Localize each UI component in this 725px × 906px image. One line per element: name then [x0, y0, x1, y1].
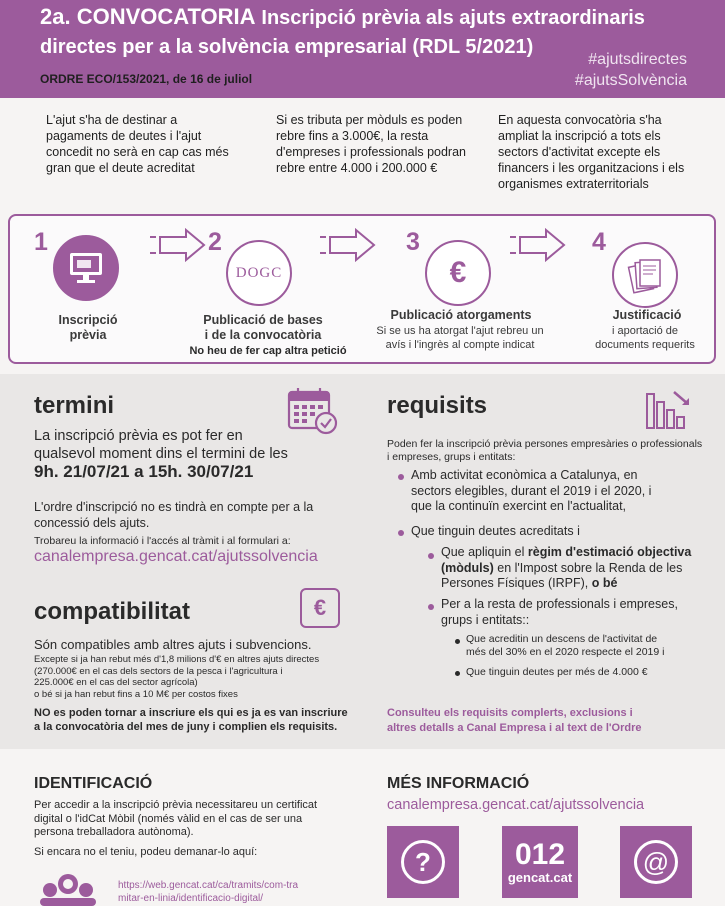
step-2-title-line2: i de la convocatòria [204, 328, 322, 342]
compatibilitat-exception-line1: Excepte si ja han rebut més d'1,8 milions d'€ en altres ajuts directes [34, 654, 320, 665]
step-4-subtitle-line1: i aportació de [611, 325, 679, 337]
requisits-intro [387, 438, 702, 463]
requisit-resta-line2: grups i entitats:: [441, 612, 530, 627]
requisit-moduls-line3 [441, 576, 691, 592]
identificacio-url[interactable] [118, 880, 298, 905]
requisits-title: requisits [387, 392, 488, 419]
identificacio-text [34, 799, 317, 840]
intro-column-2: Si es tributa per mòduls es poden rebre fins a 3.000€, la resta d'empreses i professionals podran rebre entre 4.000 i 200.000 € [276, 113, 466, 175]
hashtag-ajutssolvencia: #ajutsSolvència [574, 72, 687, 89]
step-1-title-line2: prèvia [69, 328, 107, 342]
identificacio-title: IDENTIFICACIÓ [34, 775, 153, 792]
termini-text-line2: qualsevol moment dins el termini de les [34, 446, 288, 462]
step-3-subtitle-line2: avís i l'ingrès al compte indicat [385, 339, 535, 351]
header-banner [0, 0, 725, 98]
phone-012-label: 012 [514, 837, 566, 871]
requisit-activitat-line3: que la continuïn exercint en l'actualitat, [411, 499, 627, 513]
requisit-moduls-line1 [441, 545, 691, 561]
termini-text-line1: La inscripció prèvia es pot fer en [34, 428, 243, 444]
termini-note [34, 499, 313, 531]
requisit-activitat-line1: Amb activitat econòmica a Catalunya, en [411, 468, 638, 482]
bullet-dot [398, 530, 404, 536]
identificacio-url-line2[interactable]: mitar-en-linia/identificacio-digital/ [118, 892, 264, 904]
intro-column-1: L'ajut s'ha de destinar a pagaments de deutes i l'ajut concedit no serà en cap cas més gran que el deute acreditat [46, 113, 229, 175]
help-box[interactable] [387, 826, 459, 898]
identificacio-text-line3: persona treballadora autònoma). [34, 826, 194, 838]
requisits-consult [387, 706, 642, 735]
step-3-subtitle-line1: Si se us ha atorgat l'ajut rebreu un [376, 325, 544, 337]
mes-info-link[interactable]: canalempresa.gencat.cat/ajutssolvencia [387, 797, 645, 813]
compatibilitat-exception-line3: 225.000€ en el cas del sector agrícola) [34, 677, 198, 688]
termini-link[interactable]: canalempresa.gencat.cat/ajutssolvencia [34, 548, 318, 565]
step-4-subtitle-line2: documents requerits [595, 339, 695, 351]
termini-info: Trobareu la informació i l'accés al tràmit i al formulari a: [34, 535, 291, 547]
requisit-deutes-4000: Que tinguin deutes per més de 4.000 € [466, 666, 648, 678]
arrow-2-icon [318, 228, 378, 262]
mes-info-title: MÉS INFORMACIÓ [387, 775, 530, 792]
requisit-moduls-text2: en l'Impost sobre la Renda de les [493, 560, 683, 575]
requisit-activitat [411, 468, 651, 515]
intro-column-3: En aquesta convocatòria s'ha ampliat la inscripció a tots els sectors d'activitat excepte els financers i les organitzacions i els organismes extraterritorials [498, 113, 685, 191]
euro-icon: € [449, 256, 467, 289]
step-3-circle [425, 240, 491, 306]
bullet-dot [428, 604, 434, 610]
step-1-number: 1 [34, 228, 48, 256]
requisit-resta-line1: Per a la resta de professionals i empreses, [441, 597, 678, 611]
euro-square-icon: € [300, 588, 340, 628]
step-2-title [198, 313, 328, 343]
bullet-dot [428, 553, 434, 559]
box-012[interactable] [502, 826, 578, 898]
calendar-icon [286, 386, 340, 436]
requisit-moduls-bold: règim d'estimació objectiva [527, 545, 692, 559]
identificacio-text-line1: Per accedir a la inscripció prèvia necessitareu un certificat [34, 799, 318, 811]
bullet-dot [455, 639, 460, 644]
bullet-dot [398, 474, 404, 480]
compatibilitat-title: compatibilitat [34, 598, 191, 625]
identificacio-text2: Si encara no el teniu, podeu demanar-lo aquí: [34, 846, 258, 858]
step-4-title: Justificació [612, 308, 682, 322]
compatibilitat-text: Són compatibles amb altres ajuts i subvencions. [34, 637, 312, 652]
compatibilitat-exception-line4: o bé si ja han rebut fins a 10 M€ per costos fixes [34, 688, 238, 700]
header-title-line2: directes per a la solvència empresarial (RDL 5/2021) [40, 36, 534, 58]
requisit-moduls-bold2: (mòduls) [441, 560, 494, 575]
ordre-reference: ORDRE ECO/153/2021, de 16 de juliol [40, 72, 253, 86]
at-sign-icon: @ [634, 840, 678, 884]
bar-chart-decline-icon [644, 388, 694, 432]
arrow-1-icon [148, 228, 208, 262]
identificacio-url-line1[interactable]: https://web.gencat.cat/ca/tramits/com-tra [118, 880, 299, 891]
step-4-number: 4 [592, 228, 606, 256]
computer-screen-icon [66, 250, 106, 286]
requisit-deutes: Que tinguin deutes acreditats i [411, 524, 580, 538]
requisit-activitat-line2: sectors elegibles, durant el 2019 i el 2020, i [411, 483, 652, 498]
step-2-title-line1: Publicació de bases [203, 313, 323, 327]
requisit-descens-line2: més del 30% en el 2020 respecte el 2019 i [466, 646, 665, 658]
bullet-dot [455, 671, 460, 676]
requisit-moduls [441, 545, 691, 592]
step-3-title: Publicació atorgaments [390, 308, 532, 322]
step-3-subtitle [360, 324, 560, 352]
documents-icon [625, 255, 665, 295]
termini-note-line2: concessió dels ajuts. [34, 516, 150, 530]
title-prefix: 2a. CONVOCATORIA [40, 4, 256, 29]
requisit-descens-line1: Que acreditin un descens de l'activitat de [466, 633, 658, 645]
compatibilitat-warning-line2: a la convocatòria del mes de juny i complien els requisits. [34, 721, 338, 733]
requisits-consult-line2: altres detalls a Canal Empresa i al text de l'Ordre [387, 721, 642, 734]
termini-title: termini [34, 392, 115, 419]
compatibilitat-warning [34, 706, 348, 734]
title-rest: Inscripció prèvia als ajuts extraordinaris [261, 7, 645, 29]
requisits-consult-line1: Consulteu els requisits complerts, exclusions i [387, 707, 633, 719]
termini-note-line1: L'ordre d'inscripció no es tindrà en compte per a la [34, 500, 314, 514]
termini-text [34, 427, 288, 463]
termini-dates: 9h. 21/07/21 a 15h. 30/07/21 [34, 462, 254, 481]
identificacio-text-line2: digital o l'idCat Mòbil (només vàlid en el cas de ser una [34, 812, 303, 825]
step-2-circle [226, 240, 292, 306]
step-2-subtitle: No heu de fer cap altra petició [189, 345, 347, 357]
compatibilitat-exception-line2: (270.000€ en el cas dels sectors de la pesca i l'agricultura i [34, 665, 283, 677]
requisits-intro-line2: i empreses, grups i entitats: [387, 450, 516, 463]
requisit-moduls-text: Que apliquin el [441, 545, 528, 559]
email-box[interactable] [620, 826, 692, 898]
step-2-number: 2 [208, 228, 222, 256]
requisit-resta [441, 597, 678, 628]
header-title [40, 4, 645, 30]
step-1-title-line1: Inscripció [58, 313, 118, 327]
dogc-icon: DOGC [235, 264, 283, 281]
requisit-moduls-text3: Persones Físiques (IRPF), [441, 576, 592, 590]
step-4-circle [612, 242, 678, 308]
hashtag-ajutsdirectes: #ajutsdirectes [588, 51, 687, 68]
compatibilitat-warning-line1: NO es poden tornar a inscriure els qui es ja es van inscriure [34, 707, 348, 719]
compatibilitat-exceptions [34, 654, 319, 700]
requisit-moduls-line2 [441, 561, 691, 577]
people-group-icon [38, 872, 98, 906]
requisit-moduls-bold3: o bé [591, 576, 618, 590]
question-icon: ? [401, 840, 445, 884]
step-4-subtitle [578, 324, 712, 352]
requisit-descens [466, 633, 664, 659]
step-1-title [40, 313, 136, 343]
requisits-intro-line1: Poden fer la inscripció prèvia persones empresàries o professionals [387, 438, 703, 450]
step-3-number: 3 [406, 228, 420, 256]
arrow-3-icon [508, 228, 568, 262]
gencat-label: gencat.cat [507, 869, 573, 885]
step-1-circle [53, 235, 119, 301]
